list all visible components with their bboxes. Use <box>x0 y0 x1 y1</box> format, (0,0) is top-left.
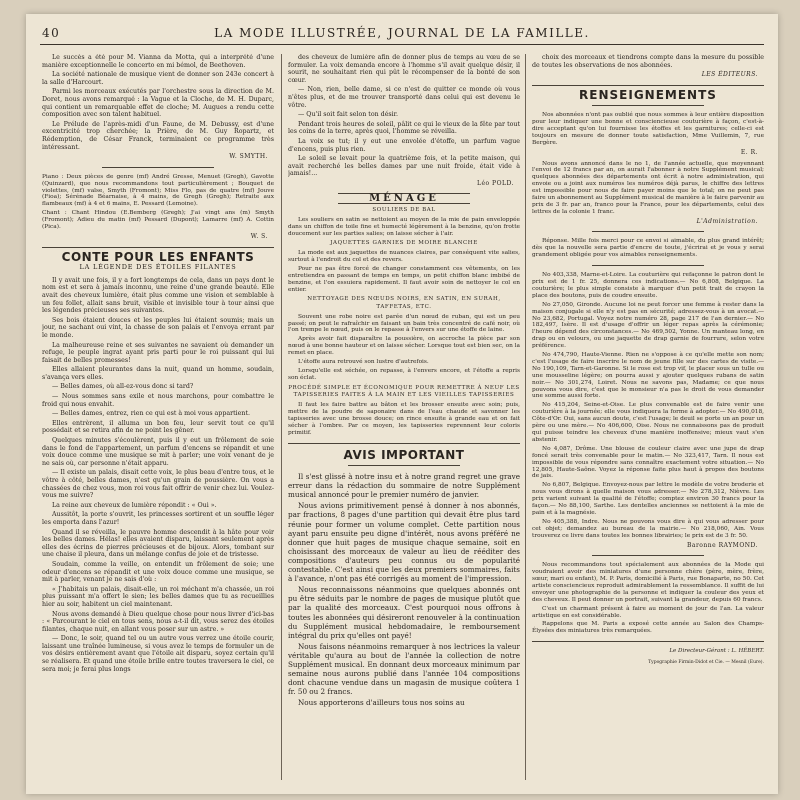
paragraph: Les souliers en satin se nettoient au moyen de la mie de pain enveloppée dans un chiffon de toile fine et humecté légèrement à la benzine, qu'on frotte doucement sur les parties salies; on laisse sécher à l'air. <box>288 216 520 237</box>
signature-er: E. R. <box>740 148 758 156</box>
paragraph: La malheureuse reine et ses suivantes ne savaient où demander un refuge, le peuple ingrat ayant pris parti pour le roi puissant qui lui faisait de belles promesses! <box>42 341 274 364</box>
conte-body <box>42 277 274 674</box>
renseignements-section <box>532 562 764 635</box>
signature-leo-pold: Léo POLD. <box>477 179 514 187</box>
page-header <box>40 24 764 45</box>
paragraph: No 6,807, Belgique. Envoyez-nous par lettre le modèle de votre broderie et nous vous dirons à quelle maison vous adresser.— No 278,312, Nièvre. Les prix varient suivant la qualité de l'étoffe; comptez environ 30 francs pour la façon.— No 88,100, Sarthe. Les dentelles anciennes se nettoient à la mie de pain et à la magnésie. <box>532 482 764 516</box>
paragraph: No 27,050, Gironde. Aucune loi ne peut forcer une femme à rester dans la maison conjugale si elle n'y est pas en sécurité; adressez-vous à un avocat.— No 23,682, Portugal. Voyez notre numéro 28, page 217 de l'an dernier.— No 182,497, Isère. Il est d'usage d'offrir un léger repas après la cérémonie; l'heure dépend des circonstances.— No 469,502, Yonne. Un manteau long, en drap ou en velours, ou une jaquette de drap garnie de fourrure, selon votre préférence. <box>532 301 764 350</box>
paragraph: Il s'est glissé à notre insu et à notre grand regret une grave erreur dans la rédaction du sommaire de notre Supplément musical annoncé pour le premier numéro de janvier. <box>288 472 520 500</box>
paragraph: No 415,204, Seine-et-Oise. Le plus convenable est de faire venir une couturière à la journée; elle vous indiquera la forme à adopter.— No 490,018, Côte-d'Or. Oui, sans aucun doute, c'est l'usage; le deuil se porte un an pour un père ou une mère.— No 406,600, Oise. Nous ne connaissons pas de produit qui puisse teindre les cheveux d'une manière inoffensive; mieux vaut s'en abstenir. <box>532 402 764 443</box>
paragraph: No 405,388, Indre. Nous ne pouvons vous dire à qui vous adresser pour cet objet; demandez au bureau de la mairie.— No 218,060, Ain. Vous trouverez ce livre dans toutes les bonnes librairies; le prix est de 3 fr. 50. <box>532 518 764 539</box>
paragraph: Le succès a été pour M. Vianna da Motta, qui a interprété d'une manière exceptionnelle le concerto en mi bémol, de Beethoven. <box>42 54 274 69</box>
column-middle <box>288 54 520 784</box>
journal-page <box>26 14 778 794</box>
paragraph: des cheveux de lumière afin de donner plus de temps au vœu de se formuler. La voix demanda encore à l'homme s'il avait quelque désir, il sourit, ne souhaitant rien qui pût le récompenser de la bonté de son cœur. <box>288 54 520 84</box>
printer-imprint: Typographie Firmin-Didot et Cie. — Mesnil (Eure). <box>648 659 764 665</box>
paragraph: Rappelons que M. Paris a exposé cette année au Salon des Champs-Élysées des miniatures très remarquées. <box>532 621 764 635</box>
divider <box>42 247 274 248</box>
music-list <box>42 174 274 231</box>
column-rule-right <box>525 54 526 780</box>
paragraph: Quelques minutes s'écoulèrent, puis il y eut un frôlement de soie dans le fond de l'appartement, un parfum d'encens se répandit et une voix douce comme une musique se mit à parler; une voix venant de je ne sais où, car personne n'était apparu. <box>42 437 274 467</box>
signature-smyth: W. SMYTH. <box>229 153 268 161</box>
column-rule-left <box>281 54 282 780</box>
column-left <box>42 54 274 784</box>
avis-body <box>288 472 520 707</box>
paragraph: — Il existe un palais, disait cette voix, le plus beau d'entre tous, et le vôtre à côté, belles dames, n'est qu'un grain de poussière. On vous a chassées de chez vous, mon roi vous fait offrir de venir chez lui. Voulez-vous me suivre? <box>42 469 274 500</box>
paragraph: No 474,790, Haute-Vienne. Rien ne s'oppose à ce qu'elle mette son nom; c'est l'usage de faire inscrire le nom de jeune fille sur des cartes de visite.— No 190,109, Tarn-et-Garonne. Si le rose est trop vif, le placer sous un tulle ou une mousseline légère; on pourra aussi y ajouter quelques rubans de satin noir.— No 301,274, Loiret. Nous ne savons pas, Madame; ce que nous pouvons vous dire, c'est que le monsieur n'a pas le droit de vous demander une somme aussi forte. <box>532 352 764 400</box>
divider <box>288 443 520 444</box>
paragraph: Lorsqu'elle est séchée, on repasse, à l'envers encore, et l'étoffe a repris son éclat. <box>288 367 520 381</box>
paragraph: No 4,087, Drôme. Une blouse de couleur claire avec une jupe de drap foncé serait très convenable pour le matin.— No 323,417, Tarn. Il nous est impossible de vous répondre sans connaître exactement votre situation.— No 12,805, Haute-Saône. Voyez la réponse faite plus haut à propos des boutons de jais. <box>532 445 764 480</box>
divider <box>592 555 704 556</box>
paragraph: choix des morceaux et tiendrons compte dans la mesure du possible de toutes les observations de nos abonnées. <box>532 54 764 69</box>
conte-continuation <box>288 54 520 178</box>
paragraph: Aussitôt, la porte s'ouvrit, les princesses sortirent et un souffle léger les emporta dans l'azur! <box>42 511 274 526</box>
paragraph: — Belles dames, où all-ez-vous donc si tard? <box>52 383 194 391</box>
menage-section <box>288 314 520 382</box>
paragraph: Pour ne pas être forcé de changer constamment ces vêtements, on les entretiendra en passant de temps en temps, un petit chiffon blanc imbibé de benzine, et l'on essuiera rapidement. Il faut avoir soin de nettoyer le col en entier. <box>288 265 520 293</box>
paragraph: La mode est aux jaquettes de nuances claires, par conséquent vite salies, surtout à l'endroit du col et des revers. <box>288 250 520 263</box>
avis-continuation <box>532 54 764 69</box>
conte-subheading: LA LÉGENDE DES ÉTOILES FILANTES <box>79 263 237 272</box>
correspondence-answers <box>532 272 764 540</box>
paragraph: Soudain, comme la veille, on entendit un frôlement de soie; une odeur d'encens se répandit et une voix douce comme une musique, se mit à parler, venant je ne sais d'où : <box>42 560 274 584</box>
menage-subheading: PROCÉDÉ SIMPLE ET ÉCONOMIQUE POUR REMETTRE À NEUF LES TAPISSERIES FAITES À LA MAIN ET LES VIEILLES TAPISSERIES <box>288 384 520 399</box>
menage-heading: MÉNAGE <box>338 193 470 205</box>
paragraph: La reine aux cheveux de lumière répondit : « Oui ». <box>52 501 217 509</box>
renseignements-section <box>532 112 764 147</box>
paragraph: Nos abonnées n'ont pas oublié que nous sommes à leur entière disposition pour leur indiquer une bonne et consciencieuse couturière à façon, c'est-à-dire acceptant qu'on lui fournisse les étoffes et les garnitures; celle-ci est toujours en mesure de donner toute satisfaction, Mme Vuillemin, 7, rue Bergère. <box>532 112 764 146</box>
paragraph: Il y avait une fois, il y a fort longtemps de cela, dans un pays dont le nom est et sera à jamais inconnu, une reine d'une grande beauté. Elle avait des cheveux lumière, était plus comme une vision et semblable à un feu follet, allait sans bruit, visible et invisible tour à tour ainsi que les légendes précieuses ses suivantes. <box>42 276 274 315</box>
paragraph: Nous recommandons tout spécialement aux abonnées de la Mode qui voudraient avoir des miniatures d'une personne chère (père, mère, frère, sœur, mari ou enfant), M. P. Paris, domicilié à Paris, rue Bonaparte, no 50. Cet artiste consciencieux reproduit admirablement la ressemblance. Il suffit de lui envoyer une photographie de la personne et indiquer la couleur des yeux et des cheveux. Il peut donner un portrait, suivant la grandeur, depuis 60 francs. <box>532 562 764 603</box>
menage-subheading: JAQUETTES GARNIES DE MOIRE BLANCHE <box>330 240 478 247</box>
paragraph: — Belles dames, entrez, rien ce qui est à moi vous appartient. <box>52 410 250 418</box>
concert-review <box>42 54 274 151</box>
menage-subheading: SOULIERS DE BAL <box>372 207 436 214</box>
paragraph: Nous reconnaissons néanmoins que quelques abonnés ont pu être séduits par le nombre de pages de musique plutôt que par la qualité des morceaux. C'est pourquoi nous offrons à toutes les abonnées qui désireront renouveler à la continuation du Supplément musical hebdomadaire, le remboursement intégral du prix qu'elles ont payé! <box>288 585 520 640</box>
paragraph: « J'habitais un palais, disait-elle, un roi méchant m'a chassée, un roi plus puissant m'a offert le sien; les belles dames que tu as recueillies hier au soir, habitent un ciel maintenant. <box>42 585 274 608</box>
paragraph: Parmi les morceaux exécutés par l'orchestre sous la direction de M. Doret, nous avons remarqué : la Vague et la Cloche, de M. H. Duparc, qui contient un remarquable effet de cloche; M. Augues a rendu cette composition avec son talent habituel. <box>42 88 274 119</box>
paragraph: Quand il se réveilla, le pauvre homme descendit à la hâte pour voir les belles dames. Hélas! elles avaient disparu, laissant seulement après elles des écrins de pierres précieuses et de bijoux. Alors, tombant sur une chaise il pleura, dans un mélange confus de joie et de tristesse. <box>42 528 274 559</box>
renseignements-section <box>532 238 764 259</box>
paragraph: Après avoir fait disparaître la poussière, on accroche la pièce par son nœud à une bonne hauteur et on laisse sécher. Lorsque tout est bien sec, on la remet en place. <box>288 336 520 357</box>
paragraph: Chant : Chant Hindou (E.Bemberg (Gregh); J'ai vingt ans (m) Smyth (Fromont); Adieu du matin (mf) Pessard (Dupont); Lamarre (mf) A. Cottin (Pica). <box>42 210 274 231</box>
signature-administration: L'Administration. <box>696 217 758 225</box>
paragraph: Nous faisons néanmoins remarquer à nos lectrices la valeur véritable qu'aura au bout de l'année la collection de notre Supplément musical. En donnant deux morceaux minimum par semaine nous aurons publié dans l'année 104 compositions dont chacune vendue dans un magasin de musique coûtera 1 fr. 50 ou 2 francs. <box>288 641 520 697</box>
paragraph: La société nationale de musique vient de donner son 243e concert à la salle d'Harcourt. <box>42 71 274 86</box>
paragraph: — Donc, le soir, quand tel ou un autre vous verrez une étoile courir, laissant une traînée lumineuse, si vous avez le temps de formuler un de vos désirs entièrement avant que l'étoile ait disparu, soyez certain qu'il se réalisera. Et quand une étoile brille entre toutes traversera le ciel, ce sera moi; je ferai plus longs <box>42 635 274 673</box>
paragraph: — Qu'il soit fait selon ton désir. <box>298 111 398 119</box>
paragraph: — Nous sommes sans exile et nous marchons, pour combattre le froid qui nous envahit. <box>42 393 274 408</box>
menage-section <box>288 402 520 437</box>
paragraph: Nous avons demandé à Dieu quelque chose pour nous livrer d'ici-bas : « Parcourant le ciel en tous sens, nous a-t-il dit, vous serez des étoiles filantes, chaque nuit, en allant vous poser sur un astre. » <box>42 610 274 633</box>
divider <box>592 265 704 266</box>
divider <box>348 465 460 466</box>
paragraph: Le soleil se levait pour la quatrième fois, et la petite maison, qui avait recherché les belles dames par une nuit froide, était vide à jamais!... <box>288 155 520 178</box>
paragraph: Nous avons annoncé dans le no 1, de l'année actuelle, que moyennant l'envoi de 12 francs par an, on aurait l'abonner à notre Supplément musical; quelques abonnées des départements ont écrit à notre administration, qui envoie ou a joint aux numéros les numéros déjà parus, le chiffre des lettres est impossible pour nous de faire payer moins que le total; on ne peut pas faire un abonnement au Supplément musical de manière à le faire parvenir au prix de 3 fr. par an, franco pour la France, pour les départements, celui des lettres de la colonie 1 franc. <box>532 160 764 215</box>
paragraph: No 403,338, Marne-et-Loire. La couturière qui refaçonne le patron dont le prix est de 1 fr. 25, donnera ces indications.— No 6,808, Belgique. La couturière; le plus simple consiste à marquer d'un petit trait de crayon la place des boutons, puis de coudre ensuite. <box>532 272 764 299</box>
paragraph: Elles entrèrent, il alluma un bon feu, leur servit tout ce qu'il possédait et se retira afin de ne point les gêner. <box>42 419 274 435</box>
divider <box>592 231 704 232</box>
paragraph: Elles allaient pleurantes dans la nuit, quand un homme, soudain, s'avança vers elles. <box>42 366 274 381</box>
paragraph: L'étoffe aura retrouvé son lustre d'autrefois. <box>298 359 429 366</box>
divider <box>532 641 764 642</box>
directeur-gerant: Le Directeur-Gérant : L. HÉBERT. <box>669 648 764 655</box>
divider <box>532 85 764 86</box>
paragraph: Il faut les faire battre au bâton et les brosser ensuite avec soin; puis, mettre de la poudre de saponaire dans de l'eau chaude et savonner les tapisseries avec une brosse douce; on rince ensuite à grande eau et on fait sécher à l'ombre. Par ce moyen, les tapisseries reprennent leur coloris primitif. <box>288 401 520 436</box>
paragraph: Piano : Deux pièces de genre (mf) André Gresse, Menuet (Gregh), Gavotte (Quinzard), que nous recommandons tout particulièrement ; Bouquet de violettes, (mf) valse, Smyth (Fromont); Miss Flo, pas de quatre (mf) Jouve (Fioa); Sérénade Béarnaise, à 4 mains, de Gregh (Gregh); Retraite aux flambeaux (mf) à 4 et 6 mains, E. Pessard (Lemoine). <box>42 173 274 208</box>
paragraph: Nous avions primitivement pensé à donner à nos abonnés, par fractions, 8 pages d'une partition qui devait être plus tard réunie pour former un volume complet. Cette partition nous ayant paru ensuite peu digne d'intérêt, nous avons préféré ne donner que huit pages de musique chaque semaine, soit en choisissant des morceaux de valeur au lieu de rééditer des compositions d'auteurs peu connus ou de popularité contestable. C'est ainsi que les deux premiers sommaires, faits à l'avance, n'ont pas été corrigés au moment de l'impression. <box>288 501 520 584</box>
menage-subheading: NETTOYAGE DES NŒUDS NOIRS, EN SATIN, EN SURAH, TAFFETAS, ETC. <box>307 296 501 311</box>
journal-title: LA MODE ILLUSTRÉE, JOURNAL DE LA FAMILLE. <box>214 26 590 40</box>
signature-ws: W. S. <box>250 232 268 240</box>
paragraph: Le Prélude de l'après-midi d'un Faune, de M. Debussy, est d'une excentricité trop cherchée; la Prière, de M. Guy Ropartz, et Rédemption, de César Franck, terminaient ce programme très intéressant. <box>42 120 274 151</box>
paragraph: Ses bois étaient douces et les peuples lui étaient soumis; mais un jour, ne sachant oui vint, la chasse de son palais et l'envoya errant par le monde. <box>42 316 274 339</box>
renseignements-section <box>532 161 764 216</box>
signature-raymond: Baronne RAYMOND. <box>686 541 758 549</box>
paragraph: — Non, rien, belle dame, si ce n'est de quitter ce monde où vous n'êtes plus, et de me trouver transporté dans celui qui est devenu le vôtre. <box>288 86 520 109</box>
page-number: 40 <box>42 26 61 40</box>
divider <box>592 105 704 106</box>
paragraph: La voix se tut; il y eut une envolée d'étoffe, un parfum vague d'encens, puis plus rien. <box>288 137 520 153</box>
menage-section <box>288 250 520 293</box>
paragraph: Souvent une robe noire est parée d'un nœud de ruban, qui est un peu passé; on peut le rafraîchir en faisant un bain très concentré de café noir, où l'on trempe le nœud, puis on le repasse à l'envers sur une étoffe de laine. <box>288 313 520 334</box>
renseignements-heading: RENSEIGNEMENTS <box>579 87 717 102</box>
paragraph: C'est un charmant présent à faire au moment de jour de l'an. La valeur artistique en est considérable. <box>532 605 764 619</box>
column-right <box>532 54 764 784</box>
menage-section <box>288 217 520 238</box>
conte-heading: CONTE POUR LES ENFANTS <box>61 249 255 264</box>
avis-heading: AVIS IMPORTANT <box>343 447 465 462</box>
paragraph: Réponse. Mille fois merci pour ce envoi si aimable, du plus grand intérêt; dès que la nouvelle sera partie d'encre de toute, j'écrirai et je vous y serai grandement obligée pour vos aimables renseignements. <box>532 238 764 259</box>
paragraph: Nous apporterons d'ailleurs tous nos soins au <box>298 698 465 708</box>
divider <box>102 167 214 168</box>
signature-editeurs: LES ÉDITEURS. <box>701 71 758 79</box>
paragraph: Pendant trois heures de soleil, pâlit ce qui le vieux de la fête par tout les coins de la terre, après quoi, l'homme se réveilla. <box>288 120 520 136</box>
